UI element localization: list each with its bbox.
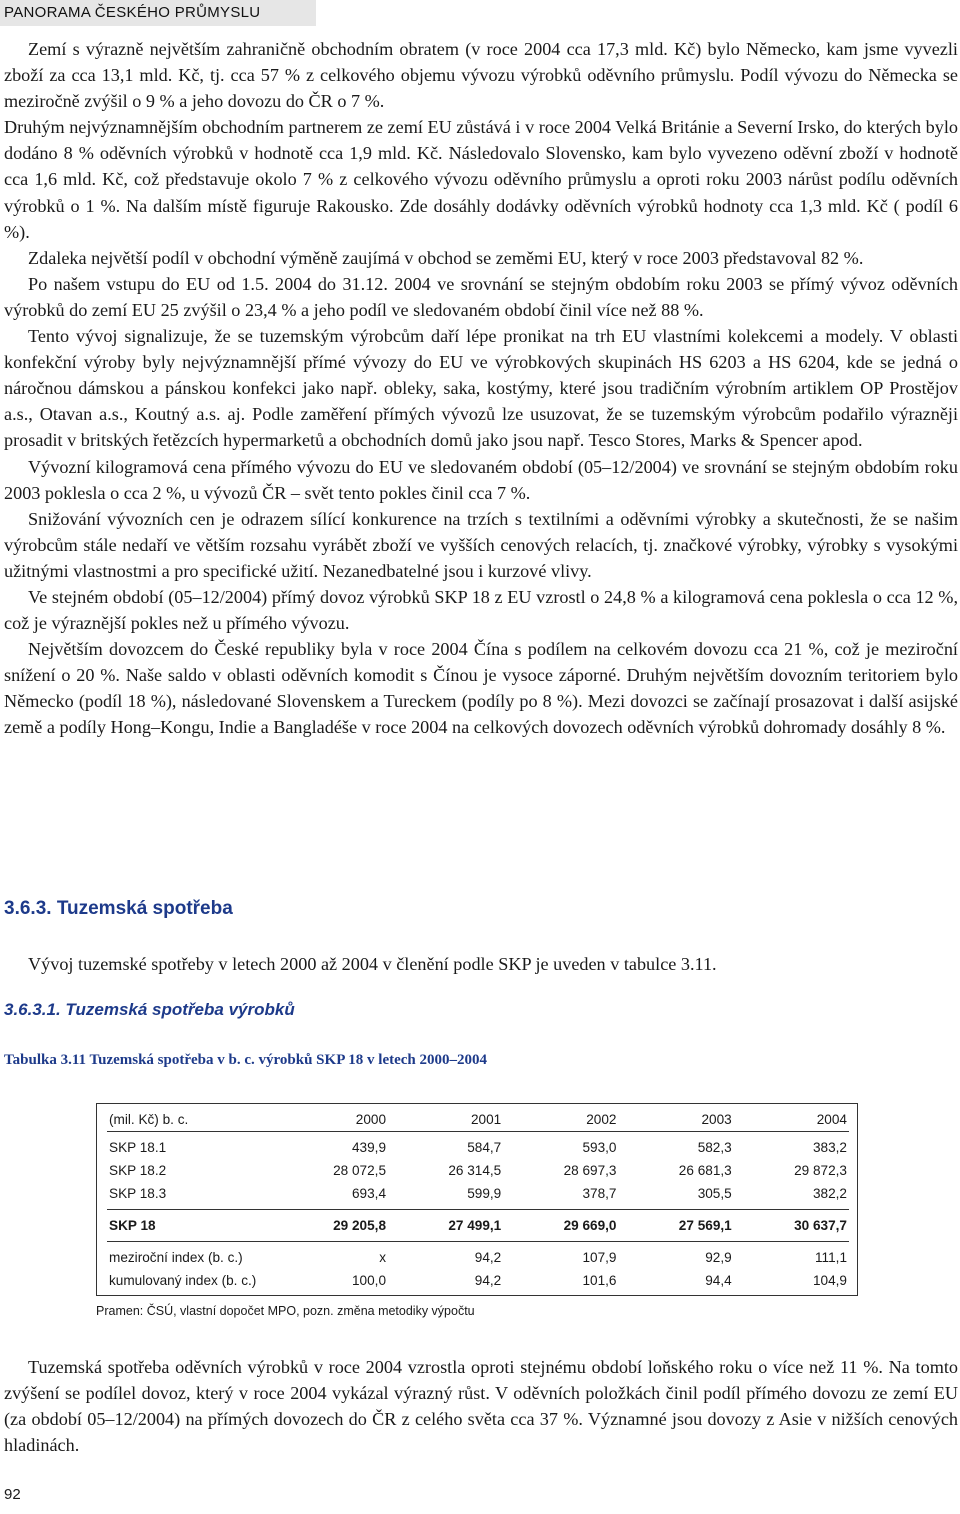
header-cell: 2002 [586, 1112, 617, 1127]
table-cell: 28 072,5 [333, 1163, 387, 1178]
table-total-row [107, 1214, 849, 1237]
table-cell: 26 314,5 [448, 1163, 502, 1178]
paragraph: Ve stejném období (05–12/2004) přímý dovoz výrobků SKP 18 z EU vzrostl o 24,8 % a kilogramová cena poklesla o cca 12 %, což je výraznější pokles než u přímého vývozu. [4, 586, 958, 634]
table-cell: 26 681,3 [678, 1163, 732, 1178]
table-cell: 582,3 [697, 1140, 732, 1155]
row-label: meziroční index (b. c.) [109, 1250, 243, 1265]
table-cell: 29 205,8 [333, 1218, 387, 1233]
page-number: 92 [4, 1486, 21, 1503]
paragraph: Tento vývoj signalizuje, že se tuzemským výrobcům daří lépe pronikat na trh EU vlastními kolekcemi a modely. V oblasti konfekční výroby byly nejvýznamnější přímé vývozy do EU ve výrobkových skupinách HS 6203 a HS 6204, kde se jedná o náročnou dámskou a pánskou konfekci jako např. obleky, saka, kostýmy, které jsou tradičním výrobním artiklem OP Prostějov a.s., Otavan a.s., Koutný a.s. aj. Podle zaměření přímých vývozů lze usuzovat, že se tuzemským výrobcům podařilo výrazněji prosadit v britských řetězcích hypermarketů a obchodních domů jako jsou např. Tesco Stores, Marks & Spencer apod. [4, 326, 958, 451]
paragraph: Zdaleka největší podíl v obchodní výměně zaujímá v obchod se zeměmi EU, který v roce 2003 představoval 82 %. [28, 247, 864, 268]
table-header-row [107, 1108, 849, 1132]
section-intro: Vývoj tuzemské spotřeby v letech 2000 až 2004 v členění podle SKP je uveden v tabulce 3.11. [28, 954, 717, 974]
table-cell: 92,9 [705, 1250, 732, 1265]
header-cell: (mil. Kč) b. c. [109, 1112, 189, 1127]
table-cell: 439,9 [351, 1140, 387, 1155]
subsection-heading: 3.6.3.1. Tuzemská spotřeba výrobků [4, 1000, 295, 1019]
table-cell: 382,2 [812, 1186, 847, 1201]
table-cell: 30 637,7 [794, 1218, 847, 1233]
table-row [107, 1246, 849, 1269]
table-row [107, 1269, 849, 1292]
paragraph: Snižování vývozních cen je odrazem sílící konkurence na trzích s textilními a oděvními výrobky a skutečnosti, že se našim výrobcům stále nedaří ve větším rozsahu vyrábět zboží ve vyšších cenových relacích, tj. značkové výrobky, výrobky s vysokými užitnými vlastnostmi a pro specifické užití. Nezanedbatelné jsou i kurzové vlivy. [4, 508, 958, 581]
body-text-bottom [4, 1354, 958, 1458]
section-heading: 3.6.3. Tuzemská spotřeba [4, 898, 233, 919]
running-header [0, 0, 316, 26]
table-cell: 29 669,0 [563, 1218, 617, 1233]
table-cell: 378,7 [582, 1186, 617, 1201]
table-cell: 94,2 [474, 1250, 502, 1265]
row-label: kumulovaný index (b. c.) [109, 1273, 257, 1288]
header-cell: 2000 [355, 1112, 387, 1127]
consumption-table [107, 1108, 849, 1292]
table-cell: 27 569,1 [678, 1218, 732, 1233]
table-cell: 305,5 [697, 1186, 732, 1201]
paragraph: Druhým nejvýznamnějším obchodním partnerem ze zemí EU zůstává i v roce 2004 Velká Británie a Severní Irsko, do kterých bylo dodáno 8 % oděvních výrobků v hodnotě cca 1,9 mld. Kč. Následovalo Slovensko, kam bylo vyvezeno oděvní zboží v hodnotě cca 1,6 mld. Kč, což představuje okolo 7 % z celkového vývozu oděvního průmyslu a oproti roku 2003 nárůst podílu oděvních výrobků o 1 %. Na dalším místě figuruje Rakousko. Zde dosáhly dodávky oděvních výrobků hodnoty cca 1,3 mld. Kč ( podíl 6 %). [4, 117, 958, 242]
table-cell: 383,2 [812, 1140, 847, 1155]
table-caption: Tabulka 3.11 Tuzemská spotřeba v b. c. výrobků SKP 18 v letech 2000–2004 [4, 1052, 488, 1068]
paragraph: Vývozní kilogramová cena přímého vývozu do EU ve sledovaném období (05–12/2004) ve srovnání se stejným obdobím roku 2003 poklesla o cca 2 %, u vývozů ČR – svět tento pokles činil cca 7 %. [4, 456, 958, 503]
table-cell: 101,6 [582, 1273, 617, 1288]
running-header-title: PANORAMA ČESKÉHO PRŮMYSLU [4, 4, 261, 21]
table-cell: 94,2 [474, 1273, 502, 1288]
table-cell: x [379, 1250, 387, 1265]
table-row [107, 1136, 849, 1159]
paragraph: Tuzemská spotřeba oděvních výrobků v roce 2004 vzrostla oproti stejnému období loňského roku o více než 11 %. Na tomto zvýšení se podílel dovoz, který v roce 2004 vykázal výrazný růst. V oděvních položkách činil podíl přímého dovozu ze zemí EU (za období 05–12/2004) na přímých dovozech do ČR z celého světa cca 37 %. Významné jsou dovozy z Asie v nižších cenových hladinách. [4, 1357, 958, 1456]
row-label: SKP 18.1 [109, 1140, 167, 1155]
table-cell: 94,4 [705, 1273, 732, 1288]
table-row [107, 1182, 849, 1205]
table-cell: 28 697,3 [563, 1163, 617, 1178]
table-source-note: Pramen: ČSÚ, vlastní dopočet MPO, pozn. změna metodiky výpočtu [96, 1304, 475, 1318]
table-cell: 111,1 [815, 1250, 847, 1265]
paragraph: Po našem vstupu do EU od 1.5. 2004 do 31.12. 2004 ve srovnání se stejným obdobím roku 2003 se přímý vývoz oděvních výrobků do zemí EU 25 zvýšil o 23,4 % a jeho podíl ve sledovaném období činil více než 88 %. [4, 273, 958, 320]
header-cell: 2004 [816, 1112, 847, 1127]
header-cell: 2003 [701, 1112, 732, 1127]
table-cell: 29 872,3 [794, 1163, 847, 1178]
consumption-table-frame [96, 1103, 858, 1296]
table-cell: 593,0 [582, 1140, 617, 1155]
row-label: SKP 18.3 [109, 1186, 167, 1201]
table-cell: 599,9 [467, 1186, 502, 1201]
paragraph: Zemí s výrazně největším zahraničně obchodním obratem (v roce 2004 cca 17,3 mld. Kč) bylo Německo, kam jsme vyvezli zboží za cca 13,1 mld. Kč, tj. cca 57 % z celkového objemu vývozu výrobků oděvního průmyslu. Podíl vývozu do Německa se meziročně zvýšil o 9 % a jeho dovozu do ČR o 7 %. [4, 39, 958, 112]
paragraph: Největším dovozcem do České republiky byla v roce 2004 Čína s podílem na celkovém dovozu cca 21 %, což je meziroční snížení o 20 %. Naše saldo v oblasti oděvních komodit s Čínou je vysoce záporné. Druhým největším dovozním teritoriem bylo Německo (podíl 18 %), následované Slovenskem a Tureckem (podíly po 8 %). Mezi dovozci se začínají prosazovat i další asijské země a podíly Hong–Kongu, Indie a Bangladéše v roce 2004 na celkových dovozech oděvních výrobků dohromady dosáhly 8 %. [4, 639, 958, 738]
body-text-top [4, 36, 958, 741]
table-row [107, 1159, 849, 1182]
table-cell: 107,9 [582, 1250, 617, 1265]
table-cell: 693,4 [351, 1186, 387, 1201]
table-cell: 104,9 [812, 1273, 847, 1288]
table-cell: 27 499,1 [448, 1218, 502, 1233]
row-label: SKP 18.2 [109, 1163, 167, 1178]
table-cell: 100,0 [351, 1273, 387, 1288]
row-label: SKP 18 [109, 1218, 156, 1233]
table-cell: 584,7 [467, 1140, 502, 1155]
header-cell: 2001 [471, 1112, 502, 1127]
